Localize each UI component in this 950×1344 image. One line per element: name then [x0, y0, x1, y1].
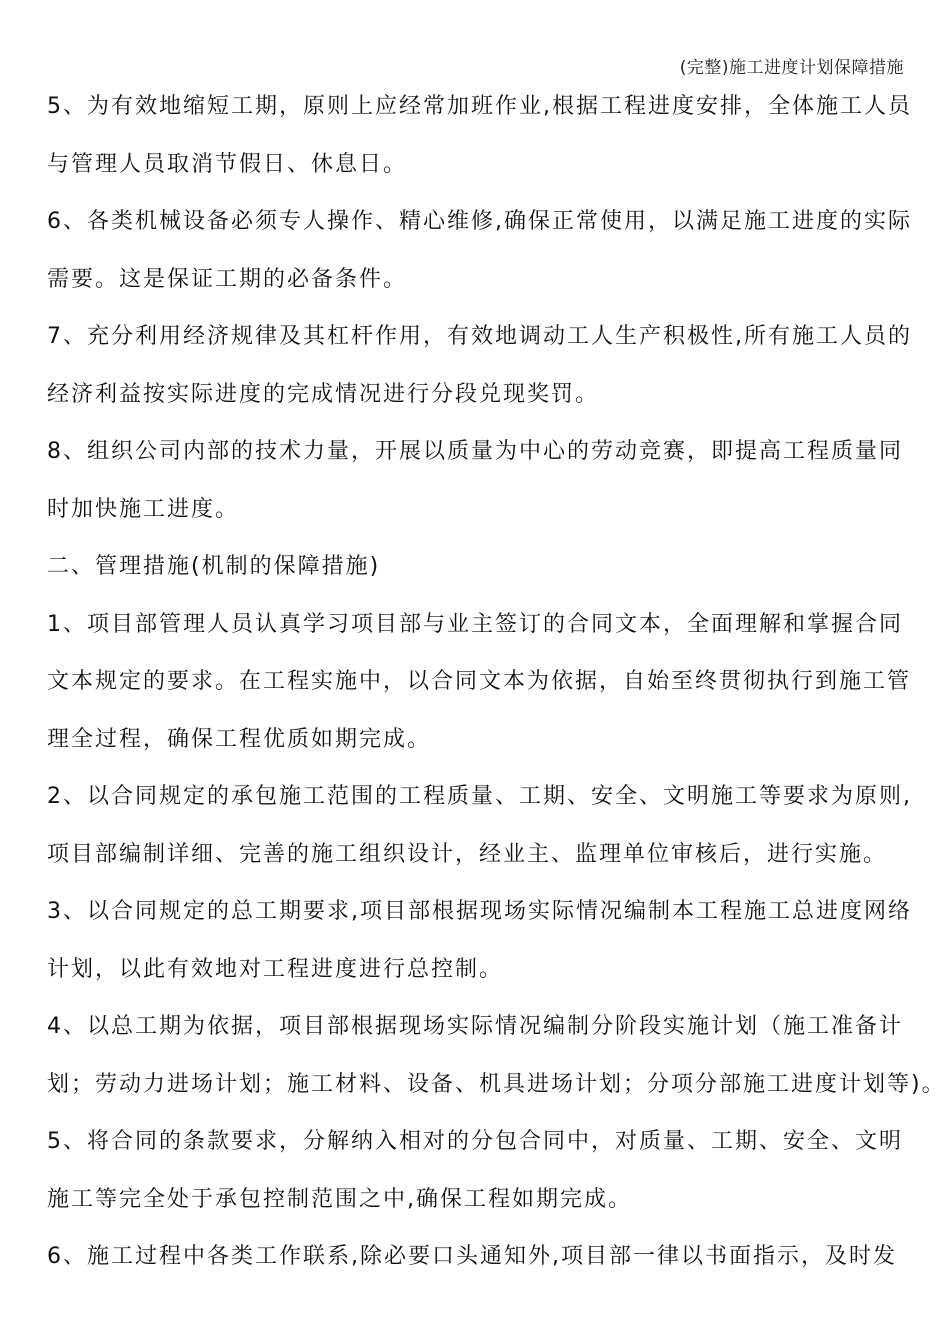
- paragraph: [47, 1113, 907, 1228]
- text-line: 施工等完全处于承包控制范围之中,确保工程如期完成。: [47, 1186, 632, 1212]
- text-line: 时加快施工进度。: [47, 496, 240, 522]
- paragraph: [47, 883, 912, 998]
- text-line: 5、将合同的条款要求，分解纳入相对的分包合同中，对质量、工期、安全、文明: [47, 1129, 903, 1154]
- paragraph: [47, 308, 912, 423]
- text-line: 理全过程，确保工程优质如期完成。: [47, 726, 432, 752]
- text-line: 8、组织公司内部的技术力量，开展以质量为中心的劳动竞赛，即提高工程质量同: [47, 439, 903, 464]
- paragraph: [47, 193, 912, 308]
- document-body: [47, 78, 946, 1286]
- text-line: 划；劳动力进场计划；施工材料、设备、机具进场计划；分项分部施工进度计划等)。: [47, 1071, 946, 1097]
- text-line: 计划，以此有效地对工程进度进行总控制。: [47, 956, 504, 982]
- paragraph: [47, 998, 946, 1113]
- paragraph: [47, 1228, 907, 1286]
- text-line: 2、以合同规定的承包施工范围的工程质量、工期、安全、文明施工等要求为原则,: [47, 784, 912, 809]
- document-header: (完整)施工进度计划保障措施: [679, 58, 904, 78]
- text-line: 4、以总工期为依据，项目部根据现场实际情况编制分阶段实施计划（施工准备计: [47, 1014, 903, 1039]
- text-line: 3、以合同规定的总工期要求,项目部根据现场实际情况编制本工程施工总进度网络: [47, 899, 912, 924]
- paragraph: [47, 423, 907, 538]
- management-measures-list: [47, 596, 946, 1286]
- paragraph: [47, 78, 912, 193]
- text-line: 6、施工过程中各类工作联系,除必要口头通知外,项目部一律以书面指示，及时发: [47, 1244, 897, 1269]
- text-line: 文本规定的要求。在工程实施中，以合同文本为依据，自始至终贯彻执行到施工管: [47, 669, 912, 694]
- technical-measures-list: [47, 78, 912, 538]
- section-heading: 二、管理措施(机制的保障措施): [47, 554, 381, 579]
- text-line: 经济利益按实际进度的完成情况进行分段兑现奖罚。: [47, 381, 600, 407]
- paragraph: [47, 768, 912, 883]
- paragraph: [47, 596, 912, 769]
- text-line: 需要。这是保证工期的必备条件。: [47, 266, 408, 292]
- text-line: 5、为有效地缩短工期，原则上应经常加班作业,根据工程进度安排，全体施工人员: [47, 94, 912, 119]
- text-line: 6、各类机械设备必须专人操作、精心维修,确保正常使用，以满足施工进度的实际: [47, 209, 912, 234]
- text-line: 与管理人员取消节假日、休息日。: [47, 151, 408, 177]
- text-line: 7、充分利用经济规律及其杠杆作用，有效地调动工人生产积极性,所有施工人员的: [47, 324, 912, 349]
- text-line: 1、项目部管理人员认真学习项目部与业主签订的合同文本，全面理解和掌握合同: [47, 611, 903, 637]
- text-line: 项目部编制详细、完善的施工组织设计，经业主、监理单位审核后，进行实施。: [47, 841, 888, 867]
